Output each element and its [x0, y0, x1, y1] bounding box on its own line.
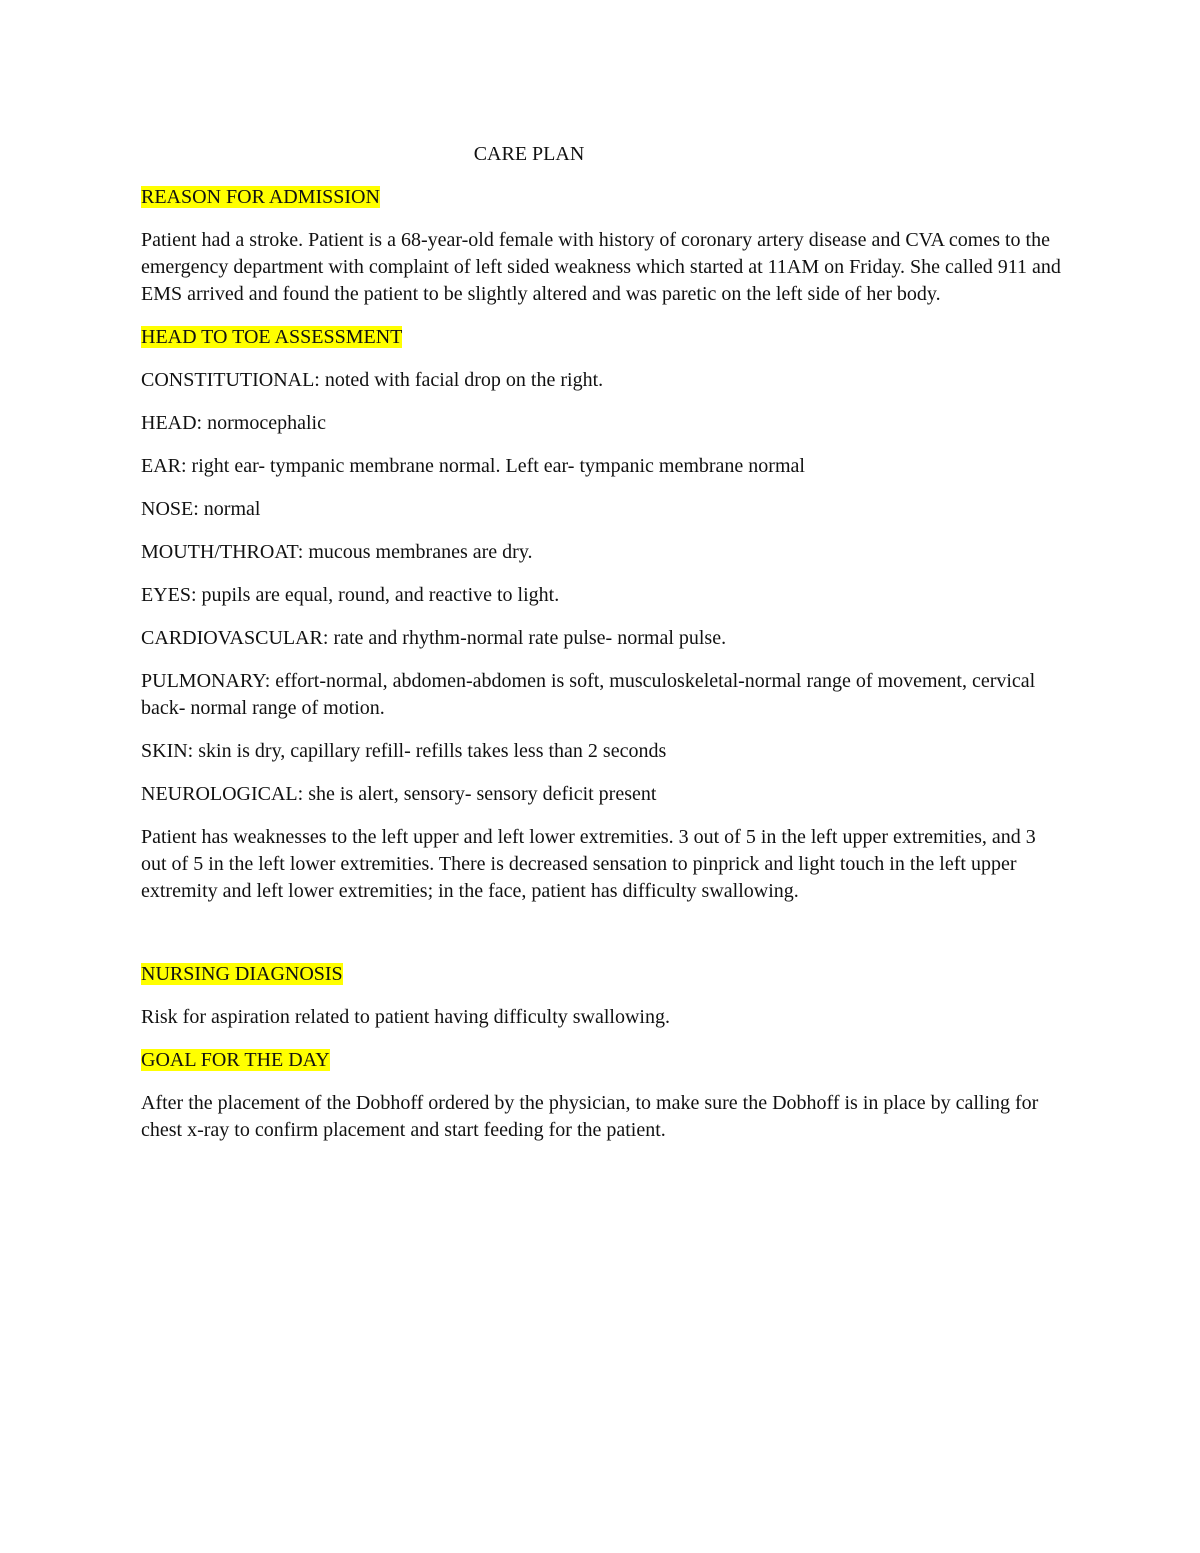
section-heading-diagnosis — [141, 961, 1061, 988]
assessment-item-eyes: EYES: pupils are equal, round, and reactive to light. — [141, 584, 560, 606]
goal-paragraph: After the placement of the Dobhoff ordered by the physician, to make sure the Dobhoff is in place by calling for chest x-ray to confirm placement and start feeding for the patient. — [141, 1092, 1039, 1141]
reason-paragraph: Patient had a stroke. Patient is a 68-year-old female with history of coronary artery disease and CVA comes to the emergency department with complaint of left sided weakness which started at 11AM on Friday. She called 911 and EMS arrived and found the patient to be slightly altered and was paretic on the left side of her body. — [141, 229, 1061, 305]
highlighted-heading-text: REASON FOR ADMISSION — [141, 186, 380, 208]
assessment-item-neurological: NEUROLOGICAL: she is alert, sensory- sensory deficit present — [141, 783, 657, 805]
document-content — [141, 141, 1061, 1160]
assessment-item-head: HEAD: normocephalic — [141, 412, 326, 434]
section-heading-goal — [141, 1047, 1061, 1074]
section-heading-assessment — [141, 324, 1061, 351]
assessment-item-skin: SKIN: skin is dry, capillary refill- refills takes less than 2 seconds — [141, 740, 667, 762]
section-heading-reason — [141, 184, 1061, 211]
assessment-item-nose: NOSE: normal — [141, 498, 261, 520]
diagnosis-paragraph: Risk for aspiration related to patient having difficulty swallowing. — [141, 1006, 670, 1028]
highlighted-heading-text: NURSING DIAGNOSIS — [141, 963, 343, 985]
assessment-item-constitutional: CONSTITUTIONAL: noted with facial drop on the right. — [141, 369, 604, 391]
assessment-item-cardiovascular: CARDIOVASCULAR: rate and rhythm-normal rate pulse- normal pulse. — [141, 627, 727, 649]
page-title: CARE PLAN — [473, 143, 585, 165]
highlighted-heading-text: HEAD TO TOE ASSESSMENT — [141, 326, 403, 348]
assessment-summary-paragraph: Patient has weaknesses to the left upper and left lower extremities. 3 out of 5 in the left upper extremities, and 3 out of 5 in the left lower extremities. There is decreased sensation to pinprick and light touch in the left upper extremity and left lower extremities; in the face, patient has difficulty swallowing. — [141, 826, 1036, 902]
assessment-item-mouth-throat: MOUTH/THROAT: mucous membranes are dry. — [141, 541, 533, 563]
assessment-item-ear: EAR: right ear- tympanic membrane normal. Left ear- tympanic membrane normal — [141, 455, 805, 477]
highlighted-heading-text: GOAL FOR THE DAY — [141, 1049, 330, 1071]
assessment-item-pulmonary: PULMONARY: effort-normal, abdomen-abdomen is soft, musculoskeletal-normal range of movement, cervical back- normal range of motion. — [141, 670, 1036, 719]
blank-line — [141, 921, 1061, 961]
